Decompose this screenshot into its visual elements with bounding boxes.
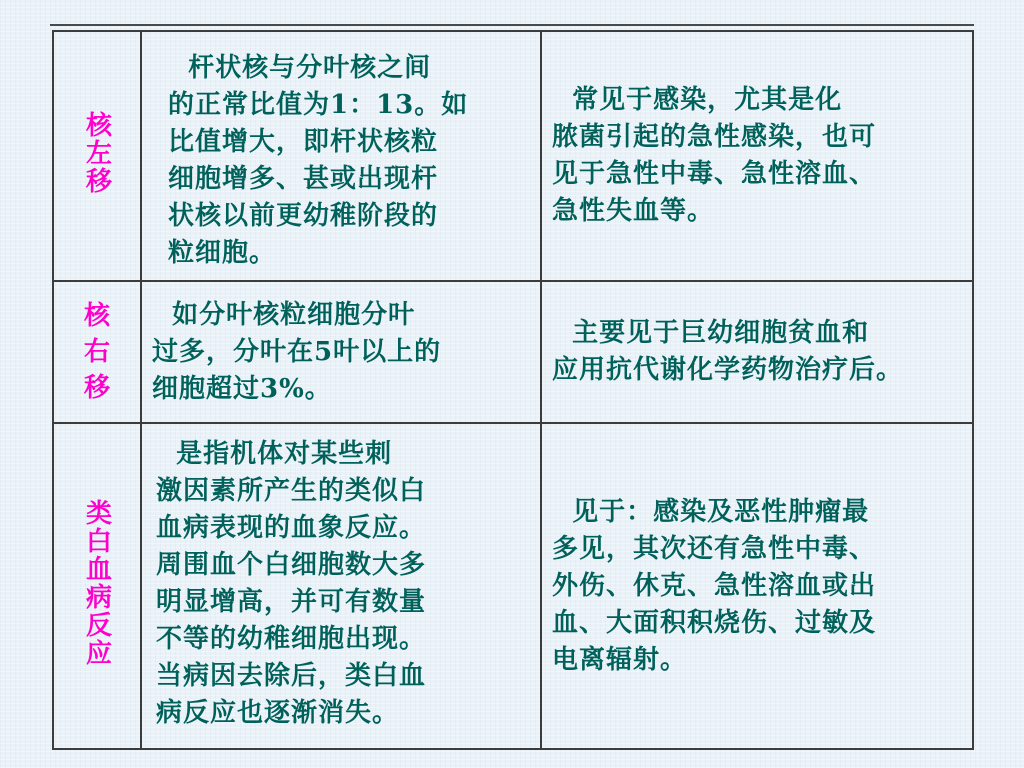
definition-text: 如分叶核粒细胞分叶 过多，分叶在5叶以上的 细胞超过3%。 <box>152 299 442 404</box>
definition-cell <box>141 281 541 423</box>
row-label: 核左移 <box>81 110 112 195</box>
clinical-cell <box>541 423 973 749</box>
row-label-cell <box>53 281 141 423</box>
comparison-table <box>52 30 974 750</box>
row-label: 核右移 <box>83 301 110 403</box>
clinical-text: 见于：感染及恶性肿瘤最 多见，其次还有急性中毒、 外伤、休克、急性溶血或出 血、大面积积烧伤、过敏及 电离辐射。 <box>552 496 877 675</box>
row-label-cell <box>53 423 141 749</box>
definition-cell <box>141 31 541 281</box>
clinical-text: 常见于感染，尤其是化 脓菌引起的急性感染，也可 见于急性中毒、急性溶血、 急性失血等。 <box>552 85 877 226</box>
row-label-cell <box>53 31 141 281</box>
table-row-right-shift <box>53 281 973 423</box>
row-label: 类白血病反应 <box>81 498 112 667</box>
top-rule <box>50 24 974 26</box>
definition-text: 是指机体对某些刺 激因素所产生的类似白 血病表现的血象反应。 周围血个白细胞数大多 明显增高，并可有数量 不等的幼稚细胞出现。 当病因去除后，类白血 病反应也逐渐消失。 <box>156 439 427 728</box>
clinical-cell <box>541 281 973 423</box>
table-row-leukemoid-reaction <box>53 423 973 749</box>
definition-text: 杆状核与分叶核之间 的正常比值为1：13。如 比值增大，即杆状核粒 细胞增多、甚或出现杆 状核以前更幼稚阶段的 粒细胞。 <box>168 53 469 268</box>
clinical-cell <box>541 31 973 281</box>
definition-cell <box>141 423 541 749</box>
table-row-left-shift <box>53 31 973 281</box>
clinical-text: 主要见于巨幼细胞贫血和 应用抗代谢化学药物治疗后。 <box>552 318 904 385</box>
